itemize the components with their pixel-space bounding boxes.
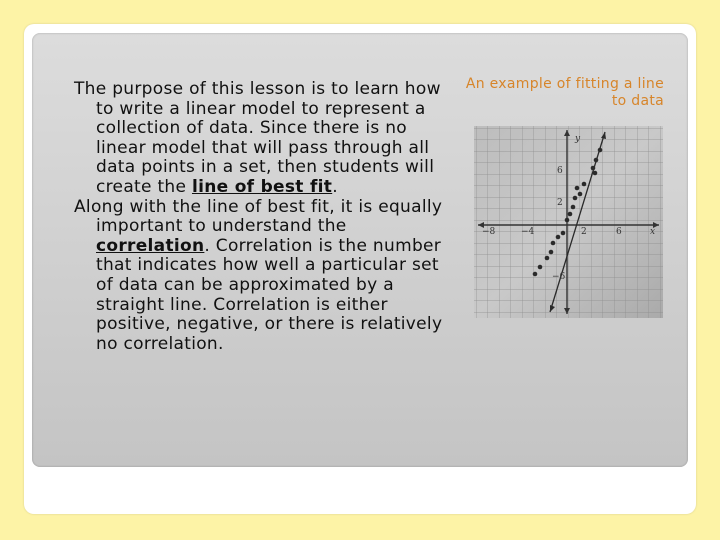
data-point — [533, 272, 538, 277]
x-tick-label: −4 — [521, 227, 535, 237]
data-point — [573, 196, 578, 201]
x-tick-label: 6 — [616, 227, 622, 237]
y-axis-label: y — [575, 134, 581, 144]
paragraph-correlation-text: Along with the line of best fit, it is equally important to understand the — [74, 196, 443, 237]
data-point — [591, 166, 596, 171]
paragraph-correlation — [74, 198, 444, 355]
data-point — [561, 231, 566, 236]
y-tick-label: −6 — [552, 272, 566, 282]
paragraph-purpose — [74, 80, 444, 198]
x-axis-label: x — [650, 227, 656, 237]
term-correlation: correlation — [96, 235, 205, 256]
plot-grid — [474, 126, 663, 318]
data-point — [551, 241, 556, 246]
data-point — [593, 171, 598, 176]
data-point — [556, 235, 561, 240]
paragraph-purpose-end: . — [332, 176, 338, 197]
data-point — [575, 186, 580, 191]
data-point — [578, 192, 583, 197]
scatter-plot-photo — [474, 126, 663, 318]
data-point — [565, 218, 570, 223]
x-tick-label: 2 — [581, 227, 587, 237]
data-point — [594, 158, 599, 163]
figure-caption: An example of fitting a line to data — [465, 76, 664, 109]
data-point — [549, 250, 554, 255]
y-tick-label: 6 — [557, 166, 563, 176]
data-point — [598, 148, 603, 153]
term-line-of-best-fit: line of best fit — [191, 176, 333, 197]
lesson-text — [74, 80, 444, 354]
y-tick-label: 2 — [557, 198, 563, 208]
data-point — [582, 182, 587, 187]
data-point — [545, 256, 550, 261]
data-point — [568, 212, 573, 217]
paragraph-purpose-text: The purpose of this lesson is to learn how to write a linear model to represent a collection of data. Since there is no linear model that will pass through all data points in a set, then students will create the — [74, 79, 441, 197]
paragraph-correlation-end: . Correlation is the number that indicates how well a particular set of data can be approximated by a straight line. Correlation is either positive, negative, or there is relatively no correlation. — [96, 235, 443, 354]
data-point — [538, 265, 543, 270]
x-tick-label: −8 — [482, 227, 496, 237]
data-point — [571, 205, 576, 210]
